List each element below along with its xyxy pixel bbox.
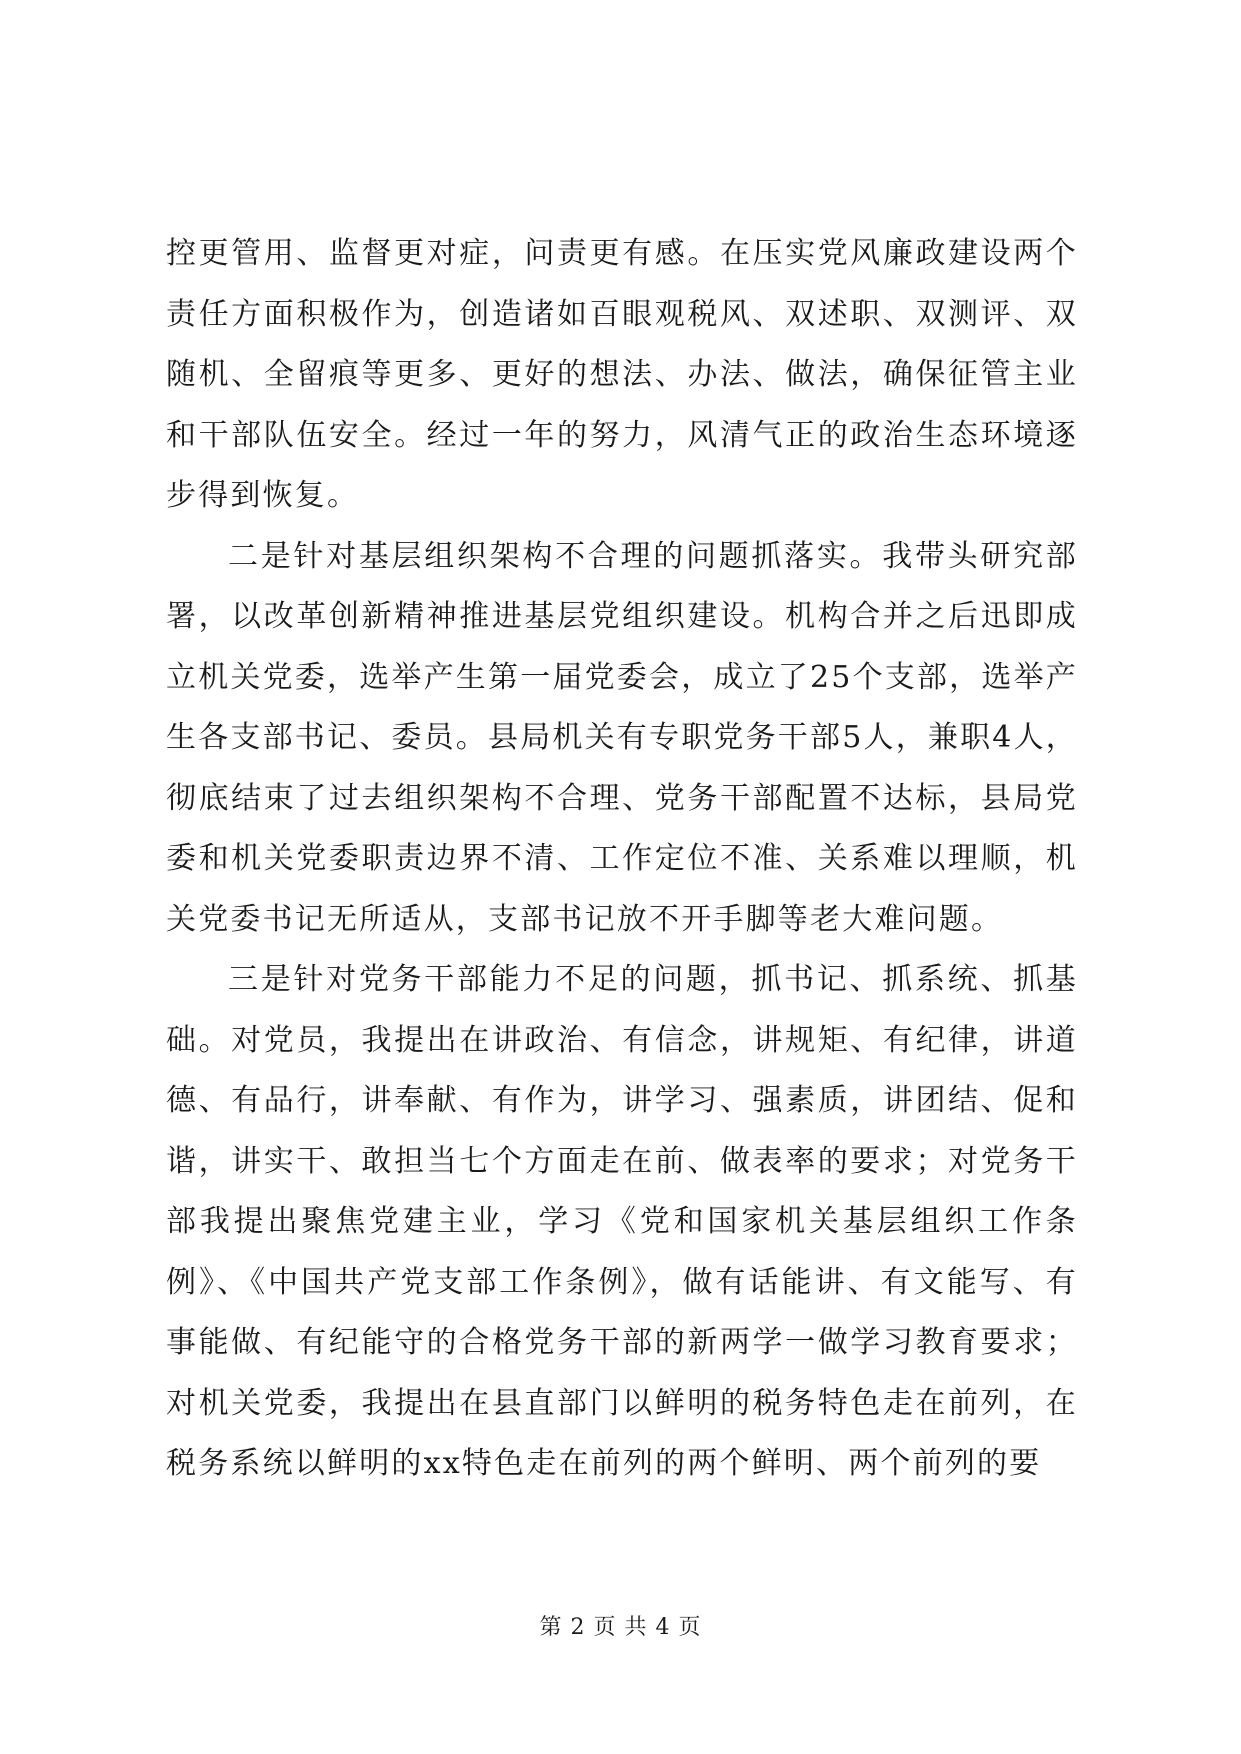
paragraph-2: 二是针对基层组织架构不合理的问题抓落实。我带头研究部署，以改革创新精神推进基层党组织建设。机构合并之后迅即成立机关党委，选举产生第一届党委会，成立了25个支部，选举产生各支部书记、委员。县局机关有专职党务干部5人，兼职4人，彻底结束了过去组织架构不合理、党务干部配置不达标，县局党委和机关党委职责边界不清、工作定位不准、关系难以理顺，机关党委书记无所适从，支部书记放不开手脚等老大难问题。 — [166, 538, 1078, 937]
paragraph-3: 三是针对党务干部能力不足的问题，抓书记、抓系统、抓基础。对党员，我提出在讲政治、有信念，讲规矩、有纪律，讲道德、有品行，讲奉献、有作为，讲学习、强素质，讲团结、促和谐，讲实干、敢担当七个方面走在前、做表率的要求；对党务干部我提出聚焦党建主业，学习《党和国家机关基层组织工作条例》、《中国共产党支部工作条例》，做有话能讲、有文能写、有事能做、有纪能守的合格党务干部的新两学一做学习教育要求；对机关党委，我提出在县直部门以鲜明的税务特色走在前列，在税务系统以鲜明的xx特色走在前列的两个鲜明、两个前列的要 — [166, 962, 1078, 1481]
document-body — [166, 224, 1078, 1495]
paragraph-1: 控更管用、监督更对症，问责更有感。在压实党风廉政建设两个责任方面积极作为，创造诸如百眼观税风、双述职、双测评、双随机、全留痕等更多、更好的想法、办法、做法，确保征管主业和干部队伍安全。经过一年的努力，风清气正的政治生态环境逐步得到恢复。 — [166, 236, 1078, 513]
page-number-footer: 第 2 页 共 4 页 — [539, 1615, 702, 1640]
